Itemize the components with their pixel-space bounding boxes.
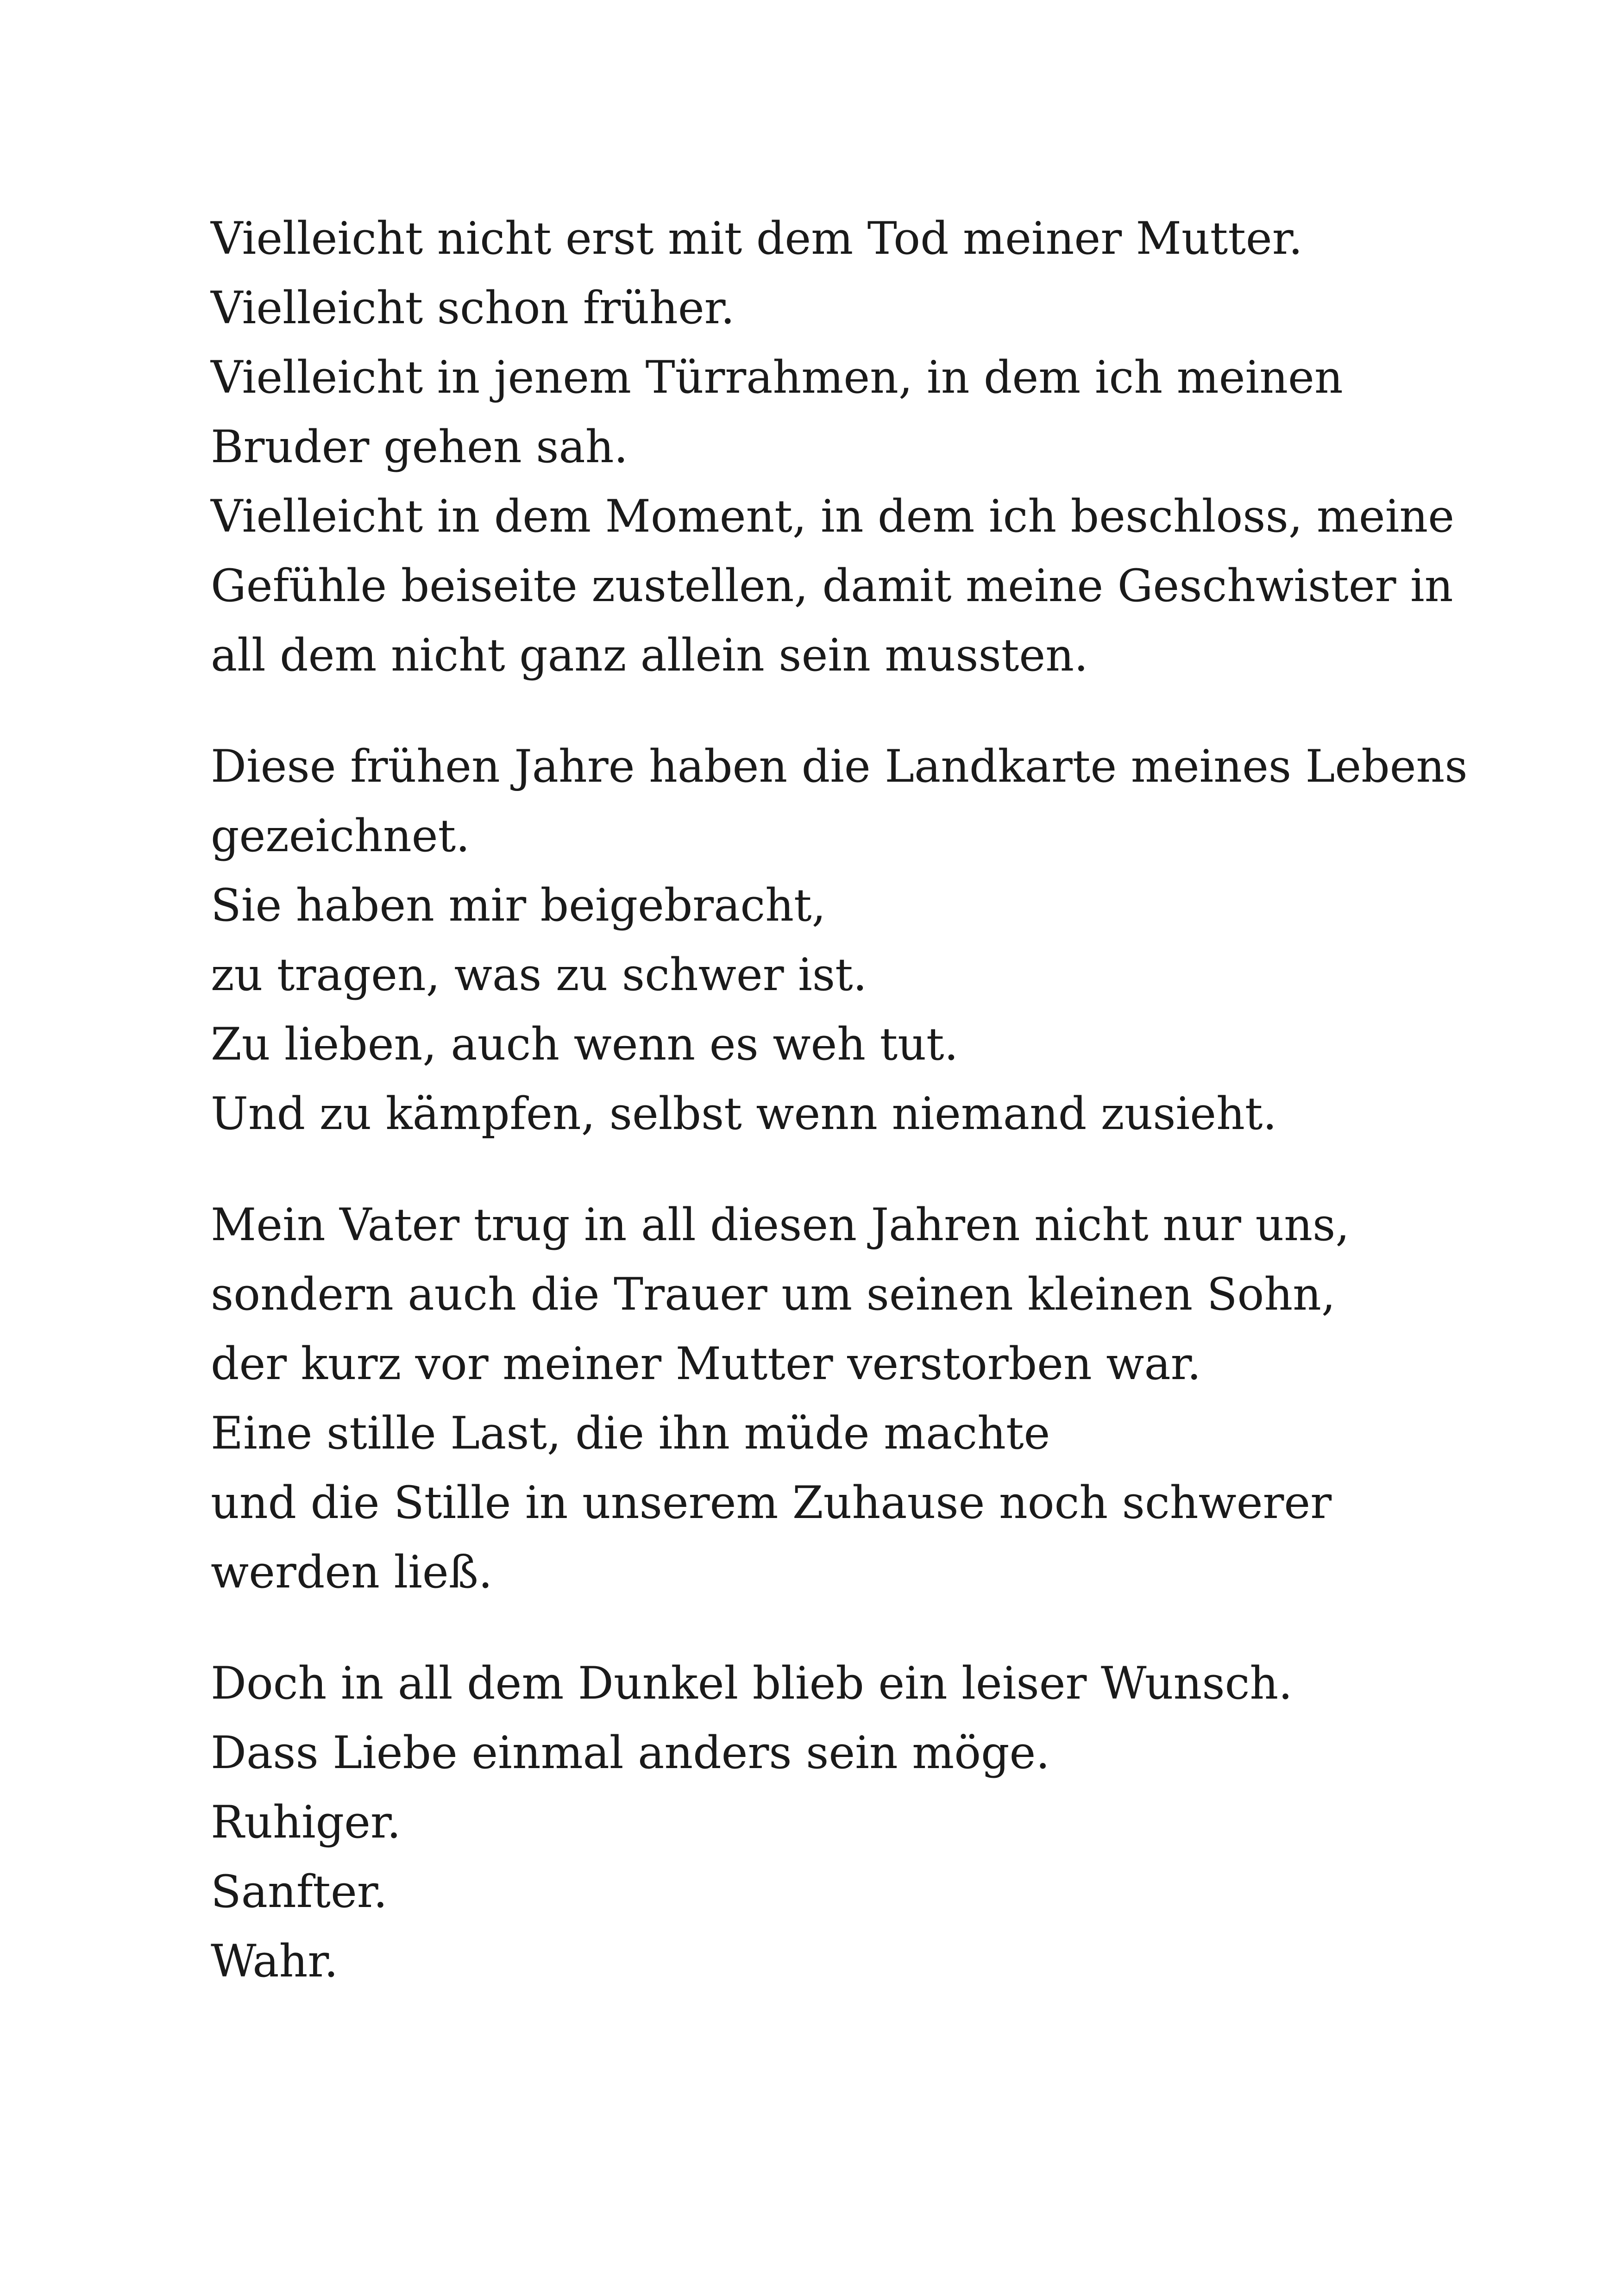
text-line: all dem nicht ganz allein sein mussten. [211, 629, 1088, 681]
text-line: der kurz vor meiner Mutter verstorben war. [211, 1338, 1201, 1390]
text-line: Vielleicht nicht erst mit dem Tod meiner Mutter. [211, 213, 1303, 264]
text-line: Ruhiger. [211, 1796, 401, 1848]
text-line: und die Stille in unserem Zuhause noch schwerer [211, 1477, 1332, 1529]
text-line: Sie haben mir beigebracht, [211, 879, 826, 931]
text-line: Dass Liebe einmal anders sein möge. [211, 1727, 1050, 1779]
stanza-4 [211, 1649, 1461, 1996]
text-line: Vielleicht in dem Moment, in dem ich beschloss, meine [211, 490, 1455, 542]
text-line: Diese frühen Jahre haben die Landkarte meines Lebens [211, 740, 1468, 792]
text-line: Mein Vater trug in all diesen Jahren nicht nur uns, [211, 1199, 1350, 1251]
text-line: Eine stille Last, die ihn müde machte [211, 1407, 1050, 1459]
text-line: Wahr. [211, 1935, 339, 1987]
text-line: zu tragen, was zu schwer ist. [211, 949, 867, 1001]
text-line: gezeichnet. [211, 810, 470, 862]
stanza-1 [211, 204, 1461, 690]
stanza-3 [211, 1190, 1461, 1607]
text-line: Doch in all dem Dunkel blieb ein leiser Wunsch. [211, 1657, 1293, 1709]
text-line: Vielleicht schon früher. [211, 282, 735, 334]
text-line: Vielleicht in jenem Türrahmen, in dem ich meinen [211, 351, 1343, 403]
stanza-2 [211, 732, 1468, 1148]
text-line: werden ließ. [211, 1546, 493, 1598]
text-line: Sanfter. [211, 1866, 388, 1918]
text-line: sondern auch die Trauer um seinen kleinen Sohn, [211, 1268, 1336, 1320]
text-line: Gefühle beiseite zustellen, damit meine Geschwister in [211, 560, 1453, 612]
text-line: Zu lieben, auch wenn es weh tut. [211, 1018, 959, 1070]
poem-text [211, 204, 1468, 1996]
text-line: Bruder gehen sah. [211, 421, 628, 473]
text-line: Und zu kämpfen, selbst wenn niemand zusieht. [211, 1088, 1277, 1140]
